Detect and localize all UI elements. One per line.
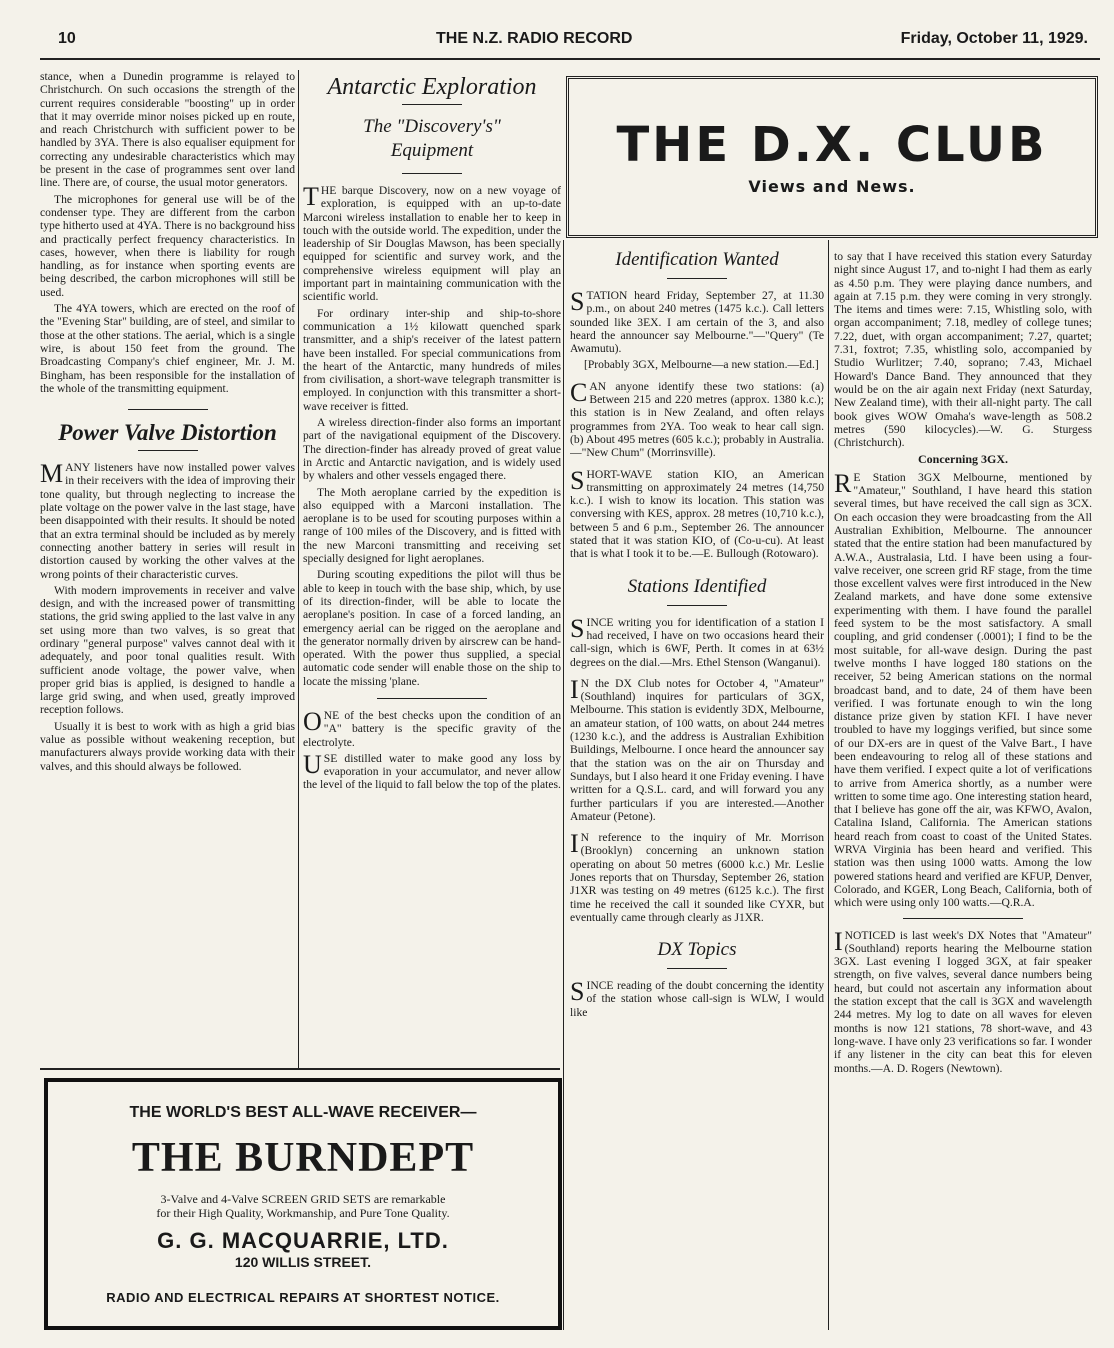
advert-description-line: for their High Quality, Workmanship, and Pure Tone Quality. bbox=[156, 1206, 450, 1220]
drop-cap: U bbox=[303, 749, 322, 779]
advert-rule bbox=[40, 1068, 560, 1070]
paragraph-text: ANY listeners have now installed power valves in their receivers with the idea of improving their tone quality, but through neglecting to increase the plate voltage on the power valve in the last stage, have been disappointed with their results. It should be noted that an extra terminal should be included as by merely connecting another battery in series will result in distortion caused by working the other valves at the wrong points of their characteristic curves. bbox=[40, 461, 295, 581]
paragraph-text: INCE writing you for identification of a station I had received, I have on two occasions heard their call-sign, which is 6WF, Perth. It comes in at 63½ degrees on the dial.—Mrs. Ethel Stenson (Wanganui). bbox=[570, 615, 824, 669]
paragraph-text: SE distilled water to make good any loss by evaporation in your accumulator, and never allow the level of the liquid to fall below the top of the plates. bbox=[303, 751, 561, 792]
drop-cap: S bbox=[570, 287, 585, 316]
drop-cap: I bbox=[570, 829, 579, 859]
drop-cap: I bbox=[834, 926, 843, 956]
drop-cap: T bbox=[303, 182, 319, 211]
article-heading: Power Valve Distortion bbox=[58, 420, 277, 446]
section-divider bbox=[377, 698, 487, 699]
advert-description bbox=[48, 1192, 558, 1220]
column-divider bbox=[298, 70, 299, 1070]
paragraph: stance, when a Dunedin programme is relayed to Christchurch. On such occasions the strength of the current requires considerable "boosting" up in order that it may override minor noises picked up en route, and reach Christchurch with sufficient power to be handled by 3YA. There is also equaliser equipment for correcting any undesirable characteristics which may be present in the case of programmes sent over land line. There are, of course, the usual motor generators. bbox=[40, 70, 295, 190]
column-4 bbox=[834, 250, 1092, 1330]
heading-rule bbox=[667, 968, 727, 969]
paragraph-text: N the DX Club notes for October 4, "Amateur" (Southland) inquires for particulars of 3GX, Melbourne. This station is evidently 3DX, Melbourne, an amateur station, of 100 watts, on about 244 metres (1230 k.c.), and the address is Australian Exhibition Buildings, Melbourne. I once heard the announcer say that the station was on the air on Thursday and Sundays, but I also heard it one Friday evening. I have written for a Q.S.L. card, and will forward you any further particulars if you are interested.—Another Amateur (Petone). bbox=[570, 676, 824, 823]
heading-rule bbox=[138, 450, 198, 451]
paragraph: During scouting expeditions the pilot will thus be able to keep in touch with the base ship, which, by use of its direction-finder, will be able to locate the aeroplane's position. In case of a forced landing, an emergency aerial can be rigged on the aeroplane and the generator normally driven by airscrew can be hand-operated. With the power thus supplied, a special automatic code sender will enable those on the ship to locate the missing 'plane. bbox=[303, 568, 561, 688]
section-divider bbox=[128, 409, 208, 410]
paragraph bbox=[303, 749, 561, 792]
drop-cap: C bbox=[570, 377, 588, 407]
paragraph bbox=[570, 674, 824, 823]
drop-cap: S bbox=[570, 465, 585, 495]
paragraph bbox=[303, 706, 561, 749]
paragraph: The Moth aeroplane carried by the expedition is also equipped with a Marconi installation. The aeroplane is to be used for scouting purposes within a range of 100 miles of the Discovery, and is fitted with the new Marconi transmitting and receiving set specially designed for light aeroplanes. bbox=[303, 485, 561, 566]
drop-cap: R bbox=[834, 468, 852, 498]
column-3 bbox=[570, 244, 824, 1324]
drop-cap: O bbox=[303, 706, 322, 736]
heading-rule bbox=[667, 605, 727, 606]
advert-address: 120 WILLIS STREET. bbox=[234, 1254, 372, 1270]
paragraph bbox=[303, 184, 561, 304]
paragraph-text: NE of the best checks upon the condition of an "A" battery is the specific gravity of the electrolyte. bbox=[303, 708, 561, 749]
paragraph: A wireless direction-finder also forms an important part of the navigational equipment of the Discovery. The direction-finder has already proved of great value in Arctic and Antarctic navigation, and is widely used by whalers and other vessels engaged there. bbox=[303, 416, 561, 483]
section-heading: Concerning 3GX. bbox=[918, 452, 1008, 467]
paragraph bbox=[570, 377, 824, 460]
paragraph-text: E Station 3GX Melbourne, mentioned by "Amateur," Southland, I have heard this station several times, but have received the call sign as 3CX. On each occasion they were broadcasting from the All Australian Exhibition, Melbourne. The announcer stated that the entire station had been manufactured by A.W.A., Australasia, Ltd. I have been using a four-valve receiver, one screen grid RF stage, from the time those excellent valves were first introduced in the New Zealand markets, and have done some extensive experimenting with them. I have found the parallel feed system to be the most satisfactory. A small coupling, and grid condenser (.0001); I find to be the most suitable, for all-wave design. During the past twelve months I have logged 180 stations on the receiver, 52 being American stations on the normal broadcast band, and to date, 24 of them have been verified. I was fortunate enough to win the long distance prize given by station KFI. I have never troubled to have my loggings verified, but since some of our DX-ers are in quest of the Valve Bart., I have been endeavouring to relog all of these stations and have them verified. I expect quite a lot of verifications to arrive from America shortly, as a number were written to some time ago. One interesting station heard, that I believe has gone off the air, was KFWO, Avalon, Catalina Island, California. The American stations heard reach from coast to coast of the United States. WRVA Virginia has been heard and verified. This station was then using 1000 watts. Among the low powered stations heard and verified are KFUP, Denver, Colorado, and KGER, Long Beach, California, both of which were using only 100 watts.—Q.R.A. bbox=[834, 470, 1092, 910]
column-divider bbox=[828, 240, 829, 1330]
paragraph: With modern improvements in receiver and valve design, and with the increased power of transmitting stations, the grid swing applied to the last valve in any set using more than two valves, is so great that ordinary "general purpose" valves cannot deal with it adequately, and poor tonal qualities result. With sufficient anode voltage, the power valve, when proper grid bias is applied, is designed to handle a large grid swing, and when used, greatly improved reception follows. bbox=[40, 583, 295, 717]
column-divider bbox=[563, 240, 564, 1330]
paragraph: The microphones for general use will be of the condenser type. They are different from the carbon type hitherto used at 4YA. There is no background hiss and practically perfect frequency characteristics. In cases, however, when there is liability for rough handling, as for instance when sporting events are being described, the carbon microphones will still be used. bbox=[40, 192, 295, 299]
paragraph-text: AN anyone identify these two stations: (a) Between 215 and 220 metres (approx. 1380 k.c.); this station is in New Zealand, and often relays programmes from 2YA. Too weak to hear call sign. (b) About 495 metres (605 k.c.); probably in Australia.—"New Chum" (Morrinsville). bbox=[570, 379, 824, 460]
paragraph: For ordinary inter-ship and ship-to-shore communication a 1½ kilowatt quenched spark transmitter, and a ship's receiver of the latest pattern have been installed. For special communications from the heart of the Antarctic, many hundreds of miles from civilisation, a short-wave telegraph transmitter is employed. In conjunction with this transmitter a short-wave receiver is fitted. bbox=[303, 306, 561, 413]
banner-title: THE D.X. CLUB bbox=[616, 117, 1048, 173]
paragraph-text: NOTICED is last week's DX Notes that "Amateur" (Southland) reports hearing the Melbourne station 3GX. Last evening I logged 3GX, at fair speaker strength, on five valves, several dance numbers being heard, but could not ascertain any information about the station except that the call is 3GX and wavelength 244 metres. My log to date on all waves for eleven months is now 121 stations, 78 short-wave, and 43 long-wave. I have only 23 verifications so far. I wonder if any listener in the city can beat this for eleven months.—A. D. Rogers (Newtown). bbox=[834, 928, 1092, 1075]
header-rule bbox=[40, 58, 1100, 60]
paragraph bbox=[834, 926, 1092, 1075]
publication-title: THE N.Z. RADIO RECORD bbox=[436, 30, 633, 47]
issue-date: Friday, October 11, 1929. bbox=[900, 30, 1088, 47]
heading-rule bbox=[402, 173, 462, 174]
article-heading: Antarctic Exploration bbox=[327, 74, 537, 100]
column-2 bbox=[303, 70, 561, 1070]
paragraph: Usually it is best to work with as high a grid bias value as possible without weakening reception, but manufacturers always provide working data with their valves, and this should always be followed. bbox=[40, 719, 295, 773]
drop-cap: I bbox=[570, 674, 579, 704]
paragraph-text: TATION heard Friday, September 27, at 11.30 p.m., on about 240 metres (1475 k.c.). Call letters sounded like 3EX. I am certain of the 3, and also heard the announcer say Melbourne."—"Query" (Te Awamutu). bbox=[570, 289, 824, 356]
advert-tagline: THE WORLD'S BEST ALL-WAVE RECEIVER— bbox=[129, 1104, 477, 1121]
heading-rule bbox=[402, 104, 462, 105]
advert-brand: THE BURNDEPT bbox=[131, 1135, 475, 1181]
paragraph: to say that I have received this station every Saturday night since August 17, and to-night I had them as early as 4.50 p.m. They were playing dance numbers, and again at 7.15 p.m. they were coming in very strongly. The items and times were: 7.15, Whistling solo, with organ accompaniment; 7.18, medley of college tunes; 7.22, duet, with organ accompaniment; 7.27, quartet; 7.31, foxtrot; 7.35, whistling solo, accompanied by Studio Wurlitzer; 7.40, soprano; 7.43, Michael Howard's Dance Band. They announced that they would be on the air again next Friday (next Saturday, New Zealand time), with their all-night party. The call book gives WOW Omaha's wave-length as 508.2 metres (590 kilocycles).—W. G. Sturgess (Christchurch). bbox=[834, 250, 1092, 450]
drop-cap: M bbox=[40, 459, 64, 489]
paragraph-text: INCE reading of the doubt concerning the identity of the station whose call-sign is WLW, I would like bbox=[570, 979, 824, 1019]
paragraph-text: N reference to the inquiry of Mr. Morrison (Brooklyn) concerning an unknown station operating on about 50 metres (6000 k.c.) Mr. Leslie Jones reports that on Thursday, September 26, station J1XR was testing on 49 metres (6125 k.c.). The first time he received the call it sounded like CYXR, but eventually came through clearly as J1XR. bbox=[570, 831, 824, 924]
drop-cap: S bbox=[570, 613, 585, 643]
advert-description-line: 3-Valve and 4-Valve SCREEN GRID SETS are remarkable bbox=[160, 1192, 446, 1206]
column-1 bbox=[40, 70, 295, 1070]
section-heading: Identification Wanted bbox=[615, 249, 779, 270]
paragraph bbox=[834, 468, 1092, 910]
drop-cap: S bbox=[570, 977, 585, 1007]
editor-note: [Probably 3GX, Melbourne—a new station.—Ed.] bbox=[584, 358, 819, 372]
dx-club-banner bbox=[566, 76, 1098, 238]
paragraph bbox=[570, 613, 824, 669]
paragraph-text: HORT-WAVE station KIO, an American transmitting on approximately 24 metres (14,750 k.c.). I wish to know its location. This station was conversing with KES, approx. 28 metres (10,710 k.c.), between 5 and 6 p.m., September 26. The announcer stated that it was station KIO, of (Co-u-cu). At least that is what I took it to be.—E. Bullough (Rotowaro). bbox=[570, 467, 824, 561]
paragraph bbox=[40, 461, 295, 581]
section-heading: DX Topics bbox=[657, 939, 737, 961]
heading-rule bbox=[667, 278, 727, 279]
paragraph bbox=[570, 831, 824, 924]
article-subheading: The "Discovery's" Equipment bbox=[363, 116, 501, 161]
page-header bbox=[58, 30, 1088, 56]
paragraph bbox=[570, 979, 824, 1019]
section-heading: Stations Identified bbox=[627, 575, 767, 597]
burndept-advertisement bbox=[44, 1078, 562, 1330]
advert-company: G. G. MACQUARRIE, LTD. bbox=[157, 1228, 449, 1253]
advert-footer: RADIO AND ELECTRICAL REPAIRS AT SHORTEST NOTICE. bbox=[106, 1290, 500, 1305]
paragraph bbox=[570, 289, 824, 355]
paragraph: The 4YA towers, which are erected on the roof of the "Evening Star" building, are of steel, and similar to those at the other stations. The aerial, which is a single wire, is about 150 feet from the ground. The Broadcasting Company's chief engineer, Mr. J. M. Bingham, has been responsible for the installation of the whole of the transmitting equipment. bbox=[40, 302, 295, 395]
paragraph bbox=[570, 465, 824, 561]
paragraph-text: HE barque Discovery, now on a new voyage of exploration, is equipped with an up-to-date Marconi wireless installation to enable her to keep in touch with the outside world. The expedition, under the leadership of Sir Douglas Mawson, has been specially equipped for scientific and survey work, and the comprehensive wireless equipment will play an important part in maintaining communication with the scientific world. bbox=[303, 184, 561, 304]
page-number: 10 bbox=[58, 30, 76, 47]
section-divider bbox=[903, 918, 1023, 919]
banner-subtitle: Views and News. bbox=[748, 177, 916, 196]
